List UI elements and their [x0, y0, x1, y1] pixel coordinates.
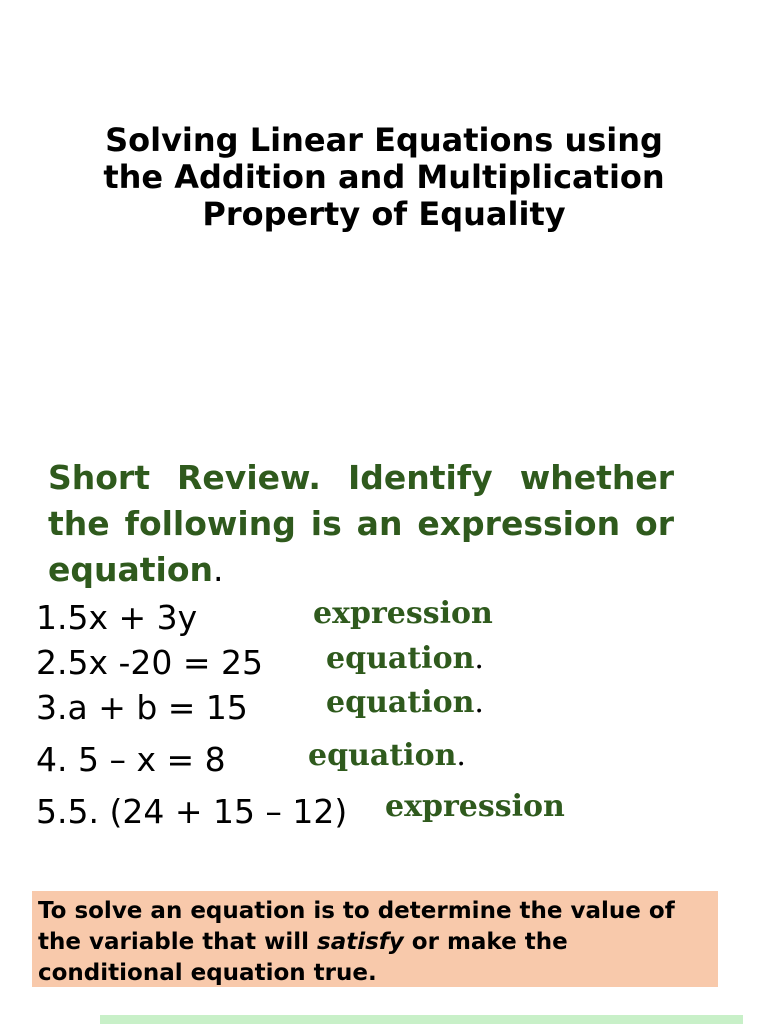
- item-5-answer-word: expression: [385, 789, 565, 824]
- definition-emphasis: satisfy: [317, 929, 404, 955]
- item-1-answer-word: expression: [313, 596, 493, 631]
- review-instructions: [48, 455, 674, 593]
- item-3-equation: 3.a + b = 15: [36, 688, 248, 727]
- item-3-answer-punct: .: [474, 685, 484, 720]
- item-3-answer-word: equation: [326, 685, 475, 720]
- bottom-green-bar: [100, 1015, 743, 1024]
- page-title: Solving Linear Equations using the Addition and Multiplication Property of Equality: [103, 121, 665, 233]
- item-2-equation: 2.5x -20 = 25: [36, 643, 264, 682]
- item-1-equation: 1.5x + 3y: [36, 598, 198, 637]
- item-5-answer: [385, 789, 565, 824]
- item-3-answer: [326, 685, 484, 720]
- item-2-answer-punct: .: [474, 641, 484, 676]
- item-2-answer-word: equation: [326, 641, 475, 676]
- item-1-answer: [313, 596, 493, 631]
- item-5-equation: 5.5. (24 + 15 – 12): [36, 792, 348, 831]
- review-period: .: [213, 550, 224, 589]
- item-4-answer-word: equation: [308, 738, 457, 773]
- review-text: Short Review. Identify whether the following is an expression or equation: [48, 458, 674, 589]
- item-4-answer-punct: .: [456, 738, 466, 773]
- definition-box: [32, 891, 718, 987]
- item-2-answer: [326, 641, 484, 676]
- item-4-equation: 4. 5 – x = 8: [36, 740, 226, 779]
- definition-text-after: or make the conditional equation true.: [38, 929, 568, 986]
- definition-text-before: To solve an equation is to determine the value of the variable that will: [38, 898, 675, 955]
- item-4-answer: [308, 738, 466, 773]
